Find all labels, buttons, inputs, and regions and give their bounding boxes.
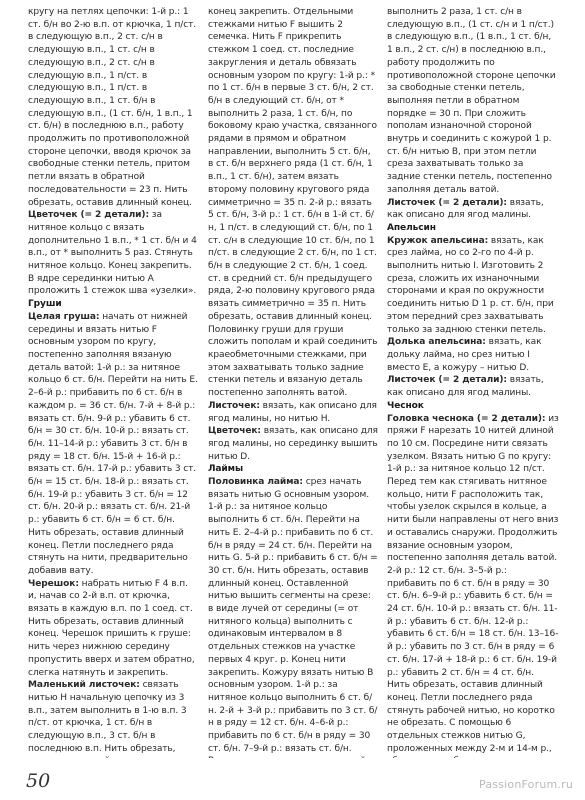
instruction-block-flower [28, 209, 198, 298]
instruction-heading: Листочек (= 2 детали): [387, 375, 507, 386]
instruction-heading: Целая груша: [28, 311, 100, 322]
instruction-text: из пряжи F нарезать 10 нитей длиной по 10 см. Посредине нити связать узелком. Вязать нитью G по кругу: 1-й р.: за нитяное кольцо 12 п/ст. Перед тем как стягивать нитяное кольцо, нити F расположить так, чтобы узелок скрылся в кольце, а нити были направлены от него вниз и оставались снаружи. Продолжить вязание основным узором, постепенно заполняя деталь ватой. 2-й р.: 12 ст. б/н. 3–5-й р.: прибавить по 6 ст. б/н в ряду = 30 ст. б/н. 6–9-й р.: убавить 6 ст. б/н = 24 ст. б/н. 10-й р.: вязать ст. б/н. 11-й р.: убавить 6 ст. б/н. 12-й р.: убавить 6 ст. б/н = 18 ст. б/н. 13–16-й р.: убавить по 3 ст. б/н в ряду = 6 ст. б/н. 17-й + 18-й р.: 6 ст. б/н. 19-й р.: убавить 2 ст. б/н = 4 ст. б/н. Нить обрезать, оставив длинный конец. Петли последнего ряда стянуть рабочей нитью, но коротко не обрезать. С помощью 6 отдельных стежков нитью G, проложенных между 2-м и 14-м р., [387, 413, 559, 754]
section-heading-pears: Груши [28, 299, 62, 310]
instruction-block-leaflet [208, 400, 378, 425]
instruction-heading: Листочек: [208, 400, 260, 411]
instruction-block-whole-pear [28, 311, 198, 578]
instruction-heading: Цветочек (= 2 детали): [28, 210, 149, 221]
instruction-text: вязать, как описано для ягод малины, но нитью H. [208, 400, 377, 424]
instruction-heading: Кружок апельсина: [387, 235, 489, 246]
watermark-text: PassionForum.ru [479, 778, 573, 791]
instruction-text: набрать нитью F 4 в.п. и, начав со 2-й в.п. от крючка, вязать в каждую в.п. по 1 соед. ст. Нить обрезать, оставив длинный конец. Черешок пришить к груше: нить через нижнюю середину пропустить вверх и затем обратно, слегка натянуть и закрепить. [28, 578, 195, 678]
instruction-block-stalk [28, 578, 198, 680]
instruction-text: вязать, как срез лайма, но со 2-го по 4-й р. выполнить нитью I. Изготовить 2 среза, сложить их изнаночными сторонами и края по окружности соединить нитью D 1 р. ст. б/н, при этом передний срез захватывать только за заднюю стенки петель. [387, 235, 554, 335]
section-heading-limes: Лаймы [208, 464, 244, 475]
instruction-text: вязать, как описано для ягод малины. [387, 375, 544, 399]
instruction-block-orange-round [387, 235, 559, 337]
page-number: 50 [26, 770, 51, 792]
instruction-heading: Цветочек: [208, 426, 261, 437]
instruction-text: за нитяное кольцо с вязать дополнительно 1 в.п., * 1 ст. б/н и 4 в.п., от * выполнить 5 раз. Стянуть нитяное кольцо. Конец закрепить. В ядре серединки нитью A проложить 1 стежок шва «узелки». [28, 210, 197, 297]
instruction-text: вязать, как описано для ягод малины. [387, 197, 544, 221]
instruction-text: срез начать вязать нитью G основным узором. 1-й р.: за нитяное кольцо выполнить 6 ст. б/н. Перейти на нить E. 2–4-й р.: прибавить по 6 ст. б/н в ряду = 24 ст. б/н. Перейти на нить G. 5-й р.: прибавить 6 ст. б/н = 30 ст. б/н. Нить обрезать, оставив длинный конец. Оставленной нитью вышить сегменты на срезе: в виде лучей от середины (= от нитяного кольца) выполнить с одинаковым интервалом в 8 отдельных стежков на участке первых 4 круг. р. Конец нити закрепить. Кожуру вязать нитью B основным узором. 1-й р.: за нитяное кольцо выполнить 6 ст. б/н. 2-й + 3-й р.: прибавить по 3 ст. б/н в ряду = 12 ст. б/н. 4–6-й р.: прибавить по 6 ст. б/н в ряду = 30 ст. б/н. 7–9-й р.: вязать ст. б/н. [208, 477, 378, 754]
instruction-text: вязать, как описано для ягод малины, но серединку вышить нитью D. [208, 426, 378, 462]
instruction-text: вязать, как дольку лайма, но срез нитью I вместо E, а кожуру – нитью D. [387, 337, 542, 373]
instruction-block-leaflet [387, 197, 559, 222]
instruction-heading: Долька апельсина: [387, 337, 486, 348]
paragraph-text: кругу на петлях цепочки: 1-й р.: 1 ст. б/н во 2-ю в.п. от крючка, 1 п/ст. в следующую в.п., 2 ст. с/н в следующую в.п., 1 ст. с/н в следующую в.п., 2 ст. с/н в следующую в.п., 1 п/ст. в следующую в.п., 1 п/ст. в следующую в.п., 1 ст. б/н в следующую в.п., (1 ст. б/н, 1 в.п., 1 ст. б/н) в последнюю в.п., работу продолжить по противоположной стороне цепочки, вводя крючок за свободные стенки петель, притом петли вязать в обратной последовательности = 23 п. Нить обрезать, оставив длинный конец. [28, 7, 197, 208]
instruction-block-half-lime [208, 476, 378, 758]
instruction-text: начать от нижней середины и вязать нитью F основным узором по кругу, постепенно заполняя вязаную деталь ватой: 1-й р.: за нитяное кольцо 6 ст. б/н. Перейти на нить E. 2–6-й р.: прибавить по 6 ст. б/н в каждом р. = 36 ст. б/н. 7-й + 8-й р.: вязать ст. б/н. 9-й р.: убавить 6 ст. б/н = 30 ст. б/н. 10-й р.: вязать ст. б/н. 11–14-й р.: убавить 3 ст. б/н в ряду = 18 ст. б/н. 15-й + 16-й р.: вязать ст. б/н. 17-й р.: убавить 3 ст. б/н = 15 ст. б/н. 18-й р.: вязать ст. б/н. 19-й р.: убавить 3 ст. б/н = 12 ст. б/н. 20-й р.: вязать ст. б/н. 21-й р.: убавить 6 ст. б/н = 6 ст. б/н. Нить обрезать, оставив длинный конец. Петли последнего ряда стянуть на нити, предварительно добавив вату. [28, 311, 198, 576]
instruction-block-small-leaf [28, 679, 198, 758]
instruction-heading: Маленький листочек: [28, 680, 140, 691]
instruction-heading: Половинка лайма: [208, 477, 303, 488]
text-column-1 [28, 6, 198, 758]
instruction-text: связать нитью H начальную цепочку из 3 в.п., затем выполнить в 1-ю в.п. 3 п/ст. от крючка, 1 ст. б/н в следующую в.п., 3 ст. б/н в последнюю в.п. Нить обрезать, [28, 680, 187, 754]
instruction-heading: Головка чеснока (= 2 детали): [387, 413, 546, 424]
instruction-heading: Черешок: [28, 578, 79, 589]
text-column-2 [208, 6, 378, 758]
instruction-block-leaflet [387, 374, 559, 399]
instruction-heading: Листочек (= 2 детали): [387, 197, 507, 208]
section-heading-oranges: Апельсин [387, 222, 436, 233]
instruction-block-flower [208, 425, 378, 463]
instruction-block-garlic [387, 413, 559, 759]
paragraph-text: конец закрепить. Отдельными стежками нитью F вышить 2 семечка. Нить F прикрепить стежком 1 соед. ст. последние закругления и деталь обвязать основным узором по кругу: 1-й р.: * по 1 ст. б/н в первые 3 ст. б/н, 2 ст. б/н в следующий ст. б/н, от * выполнить 2 раза, 1 ст. б/н, по боковому краю участка, связанного рядами в прямом и обратном направлении, выполнить 5 ст. б/н, в ст. б/н верхнего ряда (1 ст. б/н, 1 в.п., 1 ст. б/н), затем вязать второму половину кругового ряда симметрично = 35 п. 2-й р.: вязать 5 ст. б/н, 3-й р.: 1 ст. б/н в 1-й ст. б/н, 1 п/ст. в следующий ст. б/н, по 1 ст. с/н в следующие 10 ст. б/н, по 1 п/ст. в следующие 2 ст. б/н, по 1 ст. б/н в следующие 2 ст. б/н, 1 соед. ст. в средний ст. б/н предыдущего ряда, 2-ю половину кругового ряда вязать симметрично = 35 п. Нить обрезать, оставив длинный конец. Половинку груши для груши сложить пополам и край соединить краеобметочными стежками, при этом захватывать только задние стенки петель и вязаную деталь постепенно заполнять ватой. [208, 7, 378, 399]
text-column-3 [387, 6, 559, 758]
section-heading-garlic: Чеснок [387, 400, 424, 411]
paragraph-text: выполнить 2 раза, 1 ст. с/н в следующую в.п., (1 ст. с/н и 1 п/ст.) в следующую в.п., (1 в.п., 1 ст. б/н, 1 в.п., 2 ст. с/н) в последнюю в.п., работу продолжить по противоположной стороне цепочки за свободные стенки петель, выполняя петли в обратном порядке = 30 п. При сложить пополам изнаночной стороной внутрь и соединить с кожурой 1 р. ст. б/н нитью B, при этом петли среза захватывать только за задние стенки петель, постепенно заполняя деталь ватой. [387, 7, 556, 195]
instruction-block-orange-slice [387, 336, 559, 374]
